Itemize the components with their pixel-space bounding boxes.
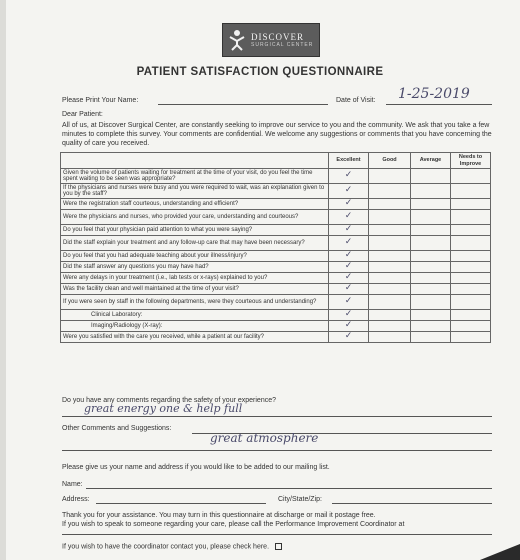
- name-field[interactable]: [158, 104, 328, 105]
- scan-corner: [480, 544, 520, 560]
- rating-cell[interactable]: [369, 251, 411, 262]
- table-row: [61, 332, 491, 343]
- table-header-row: [61, 153, 491, 169]
- questionnaire-table: [60, 152, 491, 343]
- rating-cell[interactable]: [329, 262, 369, 273]
- date-value: 1-25-2019: [398, 86, 470, 102]
- table-row: [61, 251, 491, 262]
- table-row: [61, 210, 491, 225]
- safety-answer: great energy one & help full: [84, 402, 243, 415]
- question-text: Imaging/Radiology (X-ray):: [61, 321, 329, 332]
- question-text: Was the facility clean and well maintained at the time of your visit?: [61, 284, 329, 295]
- rating-cell[interactable]: [411, 199, 451, 210]
- table-row: [61, 169, 491, 184]
- rating-cell[interactable]: [369, 332, 411, 343]
- rating-cell[interactable]: [369, 169, 411, 184]
- table-row: [61, 184, 491, 199]
- rating-cell[interactable]: [451, 284, 491, 295]
- rating-cell[interactable]: [329, 184, 369, 199]
- column-header: Good: [369, 153, 411, 169]
- rating-cell[interactable]: [451, 273, 491, 284]
- check-mark-icon: ✓: [344, 261, 353, 272]
- check-mark-icon: ✓: [344, 198, 353, 209]
- table-row: [61, 273, 491, 284]
- city-field[interactable]: [332, 503, 492, 504]
- rating-cell[interactable]: [329, 169, 369, 184]
- check-mark-icon: ✓: [344, 211, 353, 222]
- rating-cell[interactable]: [369, 184, 411, 199]
- table-row: [61, 262, 491, 273]
- rating-cell[interactable]: [451, 184, 491, 199]
- column-header: Excellent: [329, 153, 369, 169]
- question-text: Given the volume of patients waiting for treatment at the time of your visit, do you feel the time spent waiting to be seen was appropriate?: [61, 169, 329, 184]
- address-label: Address:: [62, 496, 90, 503]
- scan-edge: [0, 0, 6, 560]
- column-header: Needs to Improve: [451, 153, 491, 169]
- name2-label: Name:: [62, 481, 83, 488]
- rating-cell[interactable]: [329, 225, 369, 236]
- question-text: Did the staff answer any questions you may have had?: [61, 262, 329, 273]
- rating-cell[interactable]: [411, 225, 451, 236]
- check-mark-icon: ✓: [344, 296, 353, 307]
- intro-paragraph: All of us, at Discover Surgical Center, are constantly seeking to improve our service to you and the community. We ask that you take a few minutes to complete this survey. Your comments are confidential. We welcome any suggestions or comments that you have concerning the quality of care you received.: [62, 122, 492, 147]
- rating-cell[interactable]: [411, 321, 451, 332]
- question-text: Do you feel that you had adequate teaching about your illness/injury?: [61, 251, 329, 262]
- rating-cell[interactable]: [451, 295, 491, 310]
- rating-cell[interactable]: [451, 236, 491, 251]
- rating-cell[interactable]: [369, 199, 411, 210]
- rating-cell[interactable]: [451, 210, 491, 225]
- question-text: If the physicians and nurses were busy and you were required to wait, was an explanation given to you by the staff?: [61, 184, 329, 199]
- rating-cell[interactable]: [451, 225, 491, 236]
- coordinator-label: If you wish to have the coordinator contact you, please check here.: [62, 543, 270, 551]
- date-field[interactable]: [386, 104, 492, 105]
- rating-cell[interactable]: [451, 251, 491, 262]
- table-row: [61, 295, 491, 310]
- rating-cell[interactable]: [329, 210, 369, 225]
- city-label: City/State/Zip:: [278, 496, 322, 503]
- question-text: If you were seen by staff in the following departments, were they courteous and understanding?: [61, 295, 329, 310]
- rating-cell[interactable]: [369, 210, 411, 225]
- coordinator-checkbox[interactable]: [275, 543, 282, 550]
- logo-tagline: SURGICAL CENTER: [251, 42, 314, 48]
- check-mark-icon: ✓: [344, 237, 353, 248]
- rating-cell[interactable]: [451, 321, 491, 332]
- rating-cell[interactable]: [369, 273, 411, 284]
- page-title: PATIENT SATISFACTION QUESTIONNAIRE: [136, 66, 384, 78]
- rating-cell[interactable]: [329, 236, 369, 251]
- rating-cell[interactable]: [411, 284, 451, 295]
- rating-cell[interactable]: [411, 273, 451, 284]
- rating-cell[interactable]: [451, 199, 491, 210]
- check-mark-icon: ✓: [344, 283, 353, 294]
- rating-cell[interactable]: [411, 210, 451, 225]
- rating-cell[interactable]: [451, 169, 491, 184]
- rating-cell[interactable]: [329, 321, 369, 332]
- rating-cell[interactable]: [451, 310, 491, 321]
- discover-logo: [222, 23, 320, 57]
- rating-cell[interactable]: [411, 236, 451, 251]
- rating-cell[interactable]: [411, 262, 451, 273]
- question-text: Did the staff explain your treatment and any follow-up care that may have been necessary?: [61, 236, 329, 251]
- rating-cell[interactable]: [451, 332, 491, 343]
- safety-label: Do you have any comments regarding the safety of your experience?: [62, 397, 277, 404]
- question-text: Were you satisfied with the care you received, while a patient at our facility?: [61, 332, 329, 343]
- check-mark-icon: ✓: [344, 272, 353, 283]
- check-mark-icon: ✓: [344, 309, 353, 320]
- rating-cell[interactable]: [411, 332, 451, 343]
- address-field[interactable]: [96, 503, 266, 504]
- question-text: Were the physicians and nurses, who provided your care, understanding and courteous?: [61, 210, 329, 225]
- question-text: Were the registration staff courteous, understanding and efficient?: [61, 199, 329, 210]
- mailing-label: Please give us your name and address if you would like to be added to our mailing list.: [62, 464, 330, 471]
- rating-cell[interactable]: [369, 236, 411, 251]
- figure-icon: [227, 28, 247, 52]
- question-text: Do you feel that your physician paid attention to what you were saying?: [61, 225, 329, 236]
- rating-cell[interactable]: [329, 332, 369, 343]
- table-row: [61, 284, 491, 295]
- rating-cell[interactable]: [329, 310, 369, 321]
- rating-cell[interactable]: [329, 251, 369, 262]
- thanks-line-1: Thank you for your assistance. You may turn in this questionnaire at discharge or mail it postage free.: [62, 512, 376, 519]
- table-row: [61, 225, 491, 236]
- question-header: [61, 153, 329, 169]
- name-label: Please Print Your Name:: [62, 97, 139, 104]
- coordinator-prompt: [62, 543, 282, 550]
- check-mark-icon: ✓: [344, 320, 353, 331]
- question-text: Clinical Laboratory:: [61, 310, 329, 321]
- phone-line: [62, 534, 492, 535]
- rating-cell[interactable]: [411, 310, 451, 321]
- check-mark-icon: ✓: [344, 224, 353, 235]
- question-text: Were any delays in your treatment (i.e., lab tests or x-rays) explained to you?: [61, 273, 329, 284]
- rating-cell[interactable]: [411, 295, 451, 310]
- rating-cell[interactable]: [329, 199, 369, 210]
- mailing-name-field[interactable]: [86, 488, 492, 489]
- rating-cell[interactable]: [369, 284, 411, 295]
- rating-cell[interactable]: [329, 295, 369, 310]
- rating-cell[interactable]: [411, 169, 451, 184]
- rating-cell[interactable]: [369, 321, 411, 332]
- date-label: Date of Visit:: [336, 97, 376, 104]
- salutation: Dear Patient:: [62, 111, 103, 118]
- rating-cell[interactable]: [369, 225, 411, 236]
- safety-line[interactable]: [62, 416, 492, 417]
- check-mark-icon: ✓: [344, 331, 353, 342]
- check-mark-icon: ✓: [344, 185, 353, 196]
- rating-cell[interactable]: [329, 284, 369, 295]
- logo-brand: DISCOVER: [251, 32, 305, 42]
- check-mark-icon: ✓: [344, 250, 353, 261]
- column-header: Average: [411, 153, 451, 169]
- table-row: [61, 310, 491, 321]
- rating-cell[interactable]: [451, 262, 491, 273]
- table-row: [61, 199, 491, 210]
- rating-cell[interactable]: [329, 273, 369, 284]
- rating-cell[interactable]: [369, 295, 411, 310]
- table-row: [61, 236, 491, 251]
- check-mark-icon: ✓: [344, 170, 353, 181]
- rating-cell[interactable]: [369, 310, 411, 321]
- comments-label: Other Comments and Suggestions:: [62, 425, 172, 432]
- thanks-line-2: If you wish to speak to someone regarding your care, please call the Performance Improvement Coordinator at: [62, 521, 405, 528]
- comments-line-2[interactable]: [62, 450, 492, 451]
- rating-cell[interactable]: [369, 262, 411, 273]
- comments-answer: great atmosphere: [210, 431, 319, 445]
- table-row: [61, 321, 491, 332]
- rating-cell[interactable]: [411, 184, 451, 199]
- rating-cell[interactable]: [411, 251, 451, 262]
